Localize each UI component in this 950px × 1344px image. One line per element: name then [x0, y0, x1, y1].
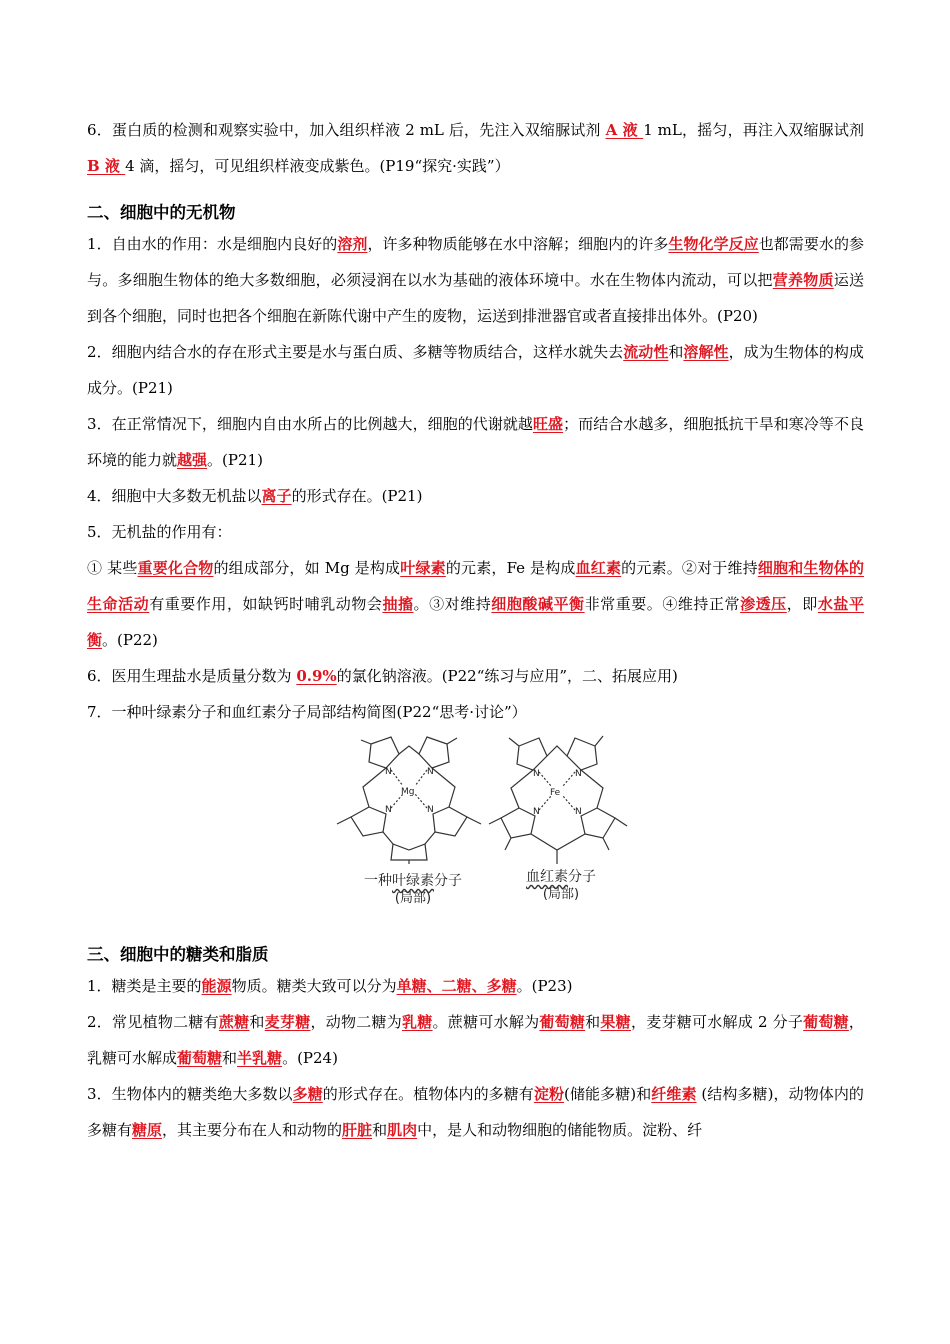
keyword: 葡萄糖	[177, 1049, 223, 1067]
section-heading-inorganic: 二、细胞中的无机物	[87, 203, 236, 222]
keyword: 纤维素	[651, 1085, 697, 1103]
section-heading-sugars-lipids: 三、细胞中的糖类和脂质	[87, 945, 269, 964]
keyword: 渗透压	[740, 595, 787, 613]
paragraph-sugar-types: 1．糖类是主要的能源物质。糖类大致可以分为单糖、二糖、多糖。(P23)	[87, 977, 573, 995]
keyword: 营养物质	[772, 271, 834, 289]
protein-test-paragraph: 6．蛋白质的检测和观察实验中，加入组织样液 2 mL 后，先注入双缩脲试剂 A 液 1 mL，摇匀，再注入双缩脲试剂 B 液 4 滴，摇匀，可见组织样液变成紫色。(P19“探究·实践”）	[87, 121, 864, 175]
keyword: A 液	[605, 121, 644, 139]
n-atom-label: N	[427, 805, 434, 815]
keyword: 肝脏	[342, 1121, 373, 1139]
keyword: 蔗糖	[218, 1013, 250, 1031]
n-atom-label: N	[533, 769, 540, 779]
molecule-figure	[331, 732, 631, 914]
chlorophyll-caption: 一种叶绿素分子 (局部)	[333, 870, 493, 908]
keyword: 流动性	[623, 343, 669, 361]
keyword: B 液	[87, 157, 126, 175]
keyword: 果糖	[600, 1013, 631, 1031]
keyword: 葡萄糖	[803, 1013, 849, 1031]
paragraph-bound-water: 2．细胞内结合水的存在形式主要是水与蛋白质、多糖等物质结合，这样水就失去流动性和溶解性，成为生物体的构成成分。(P21)	[87, 343, 864, 397]
keyword: 叶绿素	[400, 559, 446, 577]
heme-caption: 血红素分子 (局部)	[491, 866, 631, 904]
molecule-structure-drawing	[331, 732, 631, 872]
keyword: 淀粉	[533, 1085, 565, 1103]
paragraph-inorganic-salt-form: 4．细胞中大多数无机盐以离子的形式存在。(P21)	[87, 487, 423, 505]
n-atom-label: N	[533, 807, 540, 817]
document-page	[87, 112, 864, 1148]
keyword: 糖原	[132, 1121, 163, 1139]
paragraph-polysaccharides: 3．生物体内的糖类绝大多数以多糖的形式存在。植物体内的多糖有淀粉(储能多糖)和纤维素 (结构多糖)，动物体内的多糖有糖原，其主要分布在人和动物的肝脏和肌肉中，是人和动物细胞的储能物质。淀粉、纤	[87, 1085, 864, 1139]
chlorophyll-structure	[337, 737, 481, 864]
heme-structure	[489, 736, 627, 864]
keyword: 溶剂	[337, 235, 368, 253]
keyword: 旺盛	[532, 415, 564, 433]
keyword: 生物化学反应	[668, 235, 759, 253]
paragraph-free-water: 1．自由水的作用：水是细胞内良好的溶剂，许多种物质能够在水中溶解；细胞内的许多生物化学反应也都需要水的参与。多细胞生物体的绝大多数细胞，必须浸润在以水为基础的液体环境中。水在生物体内流动，可以把营养物质运送到各个细胞，同时也把各个细胞在新陈代谢中产生的废物，运送到排泄器官或者直接排出体外。(P20)	[87, 235, 864, 325]
n-atom-label: N	[385, 805, 392, 815]
chlorophyll-caption-sub: (局部)	[394, 891, 432, 906]
heme-caption-sub: (局部)	[542, 887, 580, 902]
keyword: 血红素	[575, 559, 622, 577]
paragraph-disaccharides: 2．常见植物二糖有蔗糖和麦芽糖，动物二糖为乳糖。蔗糖可水解为葡萄糖和果糖，麦芽糖可水解成 2 分子葡萄糖，乳糖可水解成葡萄糖和半乳糖。(P24)	[87, 1013, 864, 1067]
keyword: 离子	[261, 487, 292, 505]
keyword: 能源	[201, 977, 232, 995]
keyword: 溶解性	[683, 343, 729, 361]
keyword: 多糖	[292, 1085, 323, 1103]
keyword: 肌肉	[387, 1121, 418, 1139]
mg-center-label: Mg	[401, 787, 415, 797]
keyword: 细胞和生物体的生命活动	[87, 559, 864, 613]
keyword: 半乳糖	[237, 1049, 283, 1067]
keyword: 抽搐	[382, 595, 414, 613]
keyword: 乳糖	[402, 1013, 433, 1031]
paragraph-water-ratio: 3．在正常情况下，细胞内自由水所占的比例越大，细胞的代谢就越旺盛；而结合水越多，细胞抵抗干旱和寒冷等不良环境的能力就越强。(P21)	[87, 415, 864, 469]
keyword: 0.9%	[296, 667, 337, 685]
n-atom-label: N	[427, 767, 434, 777]
keyword: 重要化合物	[137, 559, 214, 577]
paragraph-figure-intro: 7．一种叶绿素分子和血红素分子局部结构简图(P22“思考·讨论”）	[87, 703, 527, 721]
keyword: 葡萄糖	[539, 1013, 586, 1031]
paragraph-salt-functions: ① 某些重要化合物的组成部分，如 Mg 是构成叶绿素的元素，Fe 是构成血红素的元素。②对于维持细胞和生物体的生命活动有重要作用，如缺钙时哺乳动物会抽搐。③对维持细胞酸碱平衡非常重要。④维持正常渗透压，即水盐平衡。(P22)	[87, 559, 864, 649]
keyword: 单糖、二糖、多糖	[396, 977, 517, 995]
keyword: 细胞酸碱平衡	[491, 595, 585, 613]
keyword: 麦芽糖	[264, 1013, 311, 1031]
paragraph-saline: 6．医用生理盐水是质量分数为 0.9%的氯化钠溶液。(P22“练习与应用”，二、拓展应用)	[87, 667, 678, 685]
keyword: 水盐平衡	[87, 595, 864, 649]
n-atom-label: N	[385, 767, 392, 777]
n-atom-label: N	[575, 769, 582, 779]
paragraph-salt-functions-title: 5．无机盐的作用有：	[87, 523, 232, 541]
n-atom-label: N	[575, 807, 582, 817]
figure-area	[87, 730, 864, 920]
fe-center-label: Fe	[550, 788, 561, 798]
keyword: 越强	[177, 451, 208, 469]
